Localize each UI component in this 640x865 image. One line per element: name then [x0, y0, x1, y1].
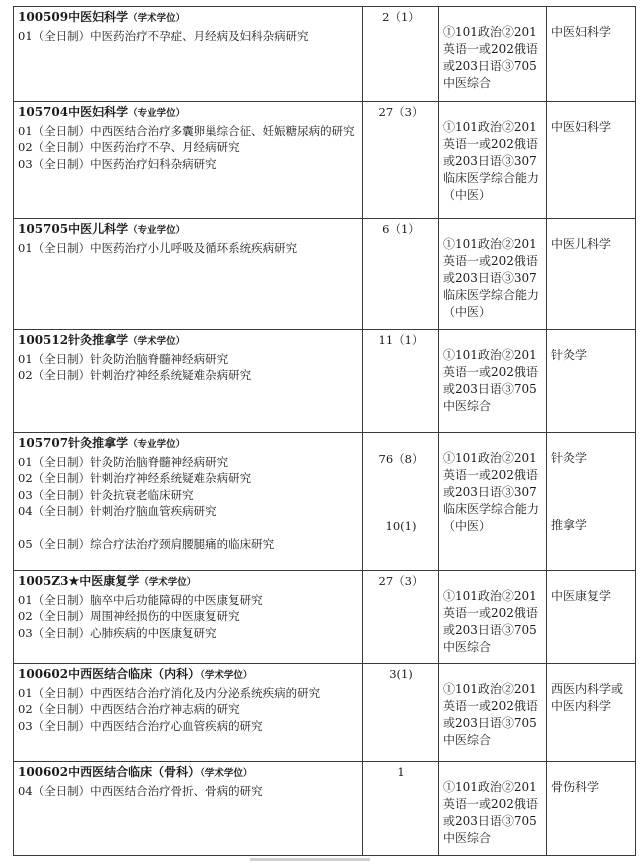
- program-name: 针灸推拿学: [68, 436, 129, 450]
- research-direction: 03（全日制）心肺疾病的中医康复研究: [18, 625, 217, 640]
- program-cell: [14, 102, 363, 219]
- remark-text: 骨伤科学: [551, 780, 600, 794]
- remark-text: 中医妇科学: [551, 120, 612, 134]
- remark-cell: [547, 762, 636, 856]
- program-title: [18, 764, 359, 783]
- remark-cell: [547, 219, 636, 330]
- program-cell: [14, 762, 363, 856]
- quota-count: 3(1): [389, 667, 413, 681]
- research-direction: 01（全日制）针灸防治脑脊髓神经病研究: [18, 351, 229, 366]
- table-row: [14, 762, 636, 856]
- degree-type: （学术学位）: [139, 577, 197, 588]
- program-code: 100602: [18, 667, 69, 681]
- degree-type: （学术学位）: [200, 768, 253, 779]
- program-name: 中医妇科学: [68, 10, 129, 24]
- quota-cell: [363, 762, 439, 856]
- quota-count: 76（8）: [378, 452, 424, 466]
- table-row: [14, 664, 636, 762]
- research-direction: 01（全日制）脑卒中后功能障碍的中医康复研究: [18, 592, 263, 607]
- table-row: [14, 571, 636, 664]
- remark-cell: [547, 433, 636, 571]
- program-title: [18, 573, 359, 592]
- quota-cell: [363, 433, 439, 571]
- program-code: 100512: [18, 333, 69, 347]
- research-direction: 04（全日制）中西医结合治疗骨折、骨病的研究: [18, 783, 263, 798]
- remark-text: 中医康复学: [551, 589, 612, 603]
- program-cell: [14, 571, 363, 664]
- research-direction: 03（全日制）针灸抗衰老临床研究: [18, 487, 194, 502]
- program-title: [18, 104, 359, 123]
- degree-type: （专业学位）: [128, 439, 186, 450]
- remark-cell: [547, 7, 636, 102]
- quota-cell: [363, 219, 439, 330]
- exam-subjects: ①101政治②201英语一或202俄语或203日语③705中医综合: [439, 664, 547, 762]
- quota-count: 1: [397, 765, 405, 779]
- quota-cell: [363, 7, 439, 102]
- program-title: [18, 666, 359, 685]
- research-direction: 01（全日制）中西医结合治疗多囊卵巢综合征、妊娠糖尿病的研究: [18, 123, 355, 138]
- program-name: 中西医结合临床（骨科）: [68, 765, 201, 779]
- program-code: 100602: [18, 765, 69, 779]
- quota-count: 27（3）: [378, 105, 424, 119]
- remark-cell: [547, 664, 636, 762]
- table-row: [14, 7, 636, 102]
- exam-subjects: ①101政治②201英语一或202俄语或203日语③705中医综合: [439, 762, 547, 856]
- page-bottom-rule: [250, 858, 370, 861]
- quota-cell: [363, 664, 439, 762]
- degree-type: （专业学位）: [128, 108, 186, 119]
- research-direction: 05（全日制）综合疗法治疗颈肩腰腿痛的临床研究: [18, 536, 275, 551]
- quota-count: 11（1）: [378, 333, 424, 347]
- table-row: [14, 102, 636, 219]
- program-cell: [14, 433, 363, 571]
- program-cell: [14, 219, 363, 330]
- remark-text: 针灸学: [551, 348, 588, 362]
- research-direction: 02（全日制）中医药治疗不孕、月经病研究: [18, 140, 240, 154]
- program-cell: [14, 7, 363, 102]
- research-direction: 02（全日制）周围神经损伤的中医康复研究: [18, 609, 240, 623]
- quota-count: 6（1）: [382, 222, 420, 236]
- degree-type: （专业学位）: [128, 225, 186, 236]
- program-title: [18, 9, 359, 28]
- research-direction: 02（全日制）中西医结合治疗神志病的研究: [18, 702, 240, 716]
- research-direction: 03（全日制）中西医结合治疗心血管疾病的研究: [18, 718, 263, 733]
- exam-subjects: ①101政治②201英语一或202俄语或203日语③705中医综合: [439, 7, 547, 102]
- program-name: 中医妇科学: [68, 105, 129, 119]
- program-code: 1005Z3: [18, 574, 69, 588]
- remark-cell: [547, 571, 636, 664]
- research-direction: 04（全日制）针刺治疗脑血管疾病研究: [18, 504, 217, 518]
- remark-cell: [547, 330, 636, 433]
- exam-subjects: ①101政治②201英语一或202俄语或203日语③705中医综合: [439, 330, 547, 433]
- program-code: 100509: [18, 10, 69, 24]
- program-code: 105704: [18, 105, 69, 119]
- table-row: [14, 330, 636, 433]
- quota-cell: [363, 102, 439, 219]
- research-direction: 01（全日制）中医药治疗不孕症、月经病及妇科杂病研究: [18, 28, 309, 43]
- program-title: [18, 221, 359, 240]
- admission-catalog-table: [13, 6, 636, 856]
- program-name: 中医儿科学: [68, 222, 129, 236]
- quota-count-secondary: 10(1): [385, 518, 417, 533]
- table-row: [14, 219, 636, 330]
- program-name: 中西医结合临床（内科）: [68, 667, 201, 681]
- table-row: [14, 433, 636, 571]
- quota-cell: [363, 571, 439, 664]
- quota-count: 27（3）: [378, 574, 424, 588]
- remark-text-secondary: 推拿学: [551, 518, 588, 532]
- exam-subjects: ①101政治②201英语一或202俄语或203日语③307临床医学综合能力（中医）: [439, 102, 547, 219]
- research-direction: 02（全日制）针刺治疗神经系统疑难杂病研究: [18, 368, 252, 382]
- program-name: ★中医康复学: [68, 574, 140, 588]
- program-title: [18, 435, 359, 454]
- research-direction: 01（全日制）中西医结合治疗消化及内分泌系统疾病的研究: [18, 685, 321, 700]
- degree-type: （学术学位）: [128, 13, 186, 24]
- remark-text: 针灸学: [551, 451, 588, 465]
- research-direction: 01（全日制）针灸防治脑脊髓神经病研究: [18, 454, 229, 469]
- remark-text: 西医内科学或中医内科学: [551, 682, 624, 713]
- program-title: [18, 332, 359, 351]
- research-direction: 01（全日制）中医药治疗小儿呼吸及循环系统疾病研究: [18, 240, 298, 255]
- research-direction: 02（全日制）针刺治疗神经系统疑难杂病研究: [18, 471, 252, 485]
- degree-type: （学术学位）: [200, 670, 253, 681]
- exam-subjects: ①101政治②201英语一或202俄语或203日语③307临床医学综合能力（中医）: [439, 219, 547, 330]
- research-direction: 03（全日制）中医药治疗妇科杂病研究: [18, 156, 217, 171]
- exam-subjects: ①101政治②201英语一或202俄语或203日语③307临床医学综合能力（中医）: [439, 433, 547, 571]
- exam-subjects: ①101政治②201英语一或202俄语或203日语③705中医综合: [439, 571, 547, 664]
- remark-text: 中医儿科学: [551, 237, 612, 251]
- degree-type: （学术学位）: [128, 336, 186, 347]
- quota-cell: [363, 330, 439, 433]
- quota-count: 2（1）: [382, 10, 420, 24]
- program-cell: [14, 664, 363, 762]
- program-name: 针灸推拿学: [68, 333, 129, 347]
- program-code: 105707: [18, 436, 69, 450]
- program-code: 105705: [18, 222, 69, 236]
- program-cell: [14, 330, 363, 433]
- remark-text: 中医妇科学: [551, 25, 612, 39]
- remark-cell: [547, 102, 636, 219]
